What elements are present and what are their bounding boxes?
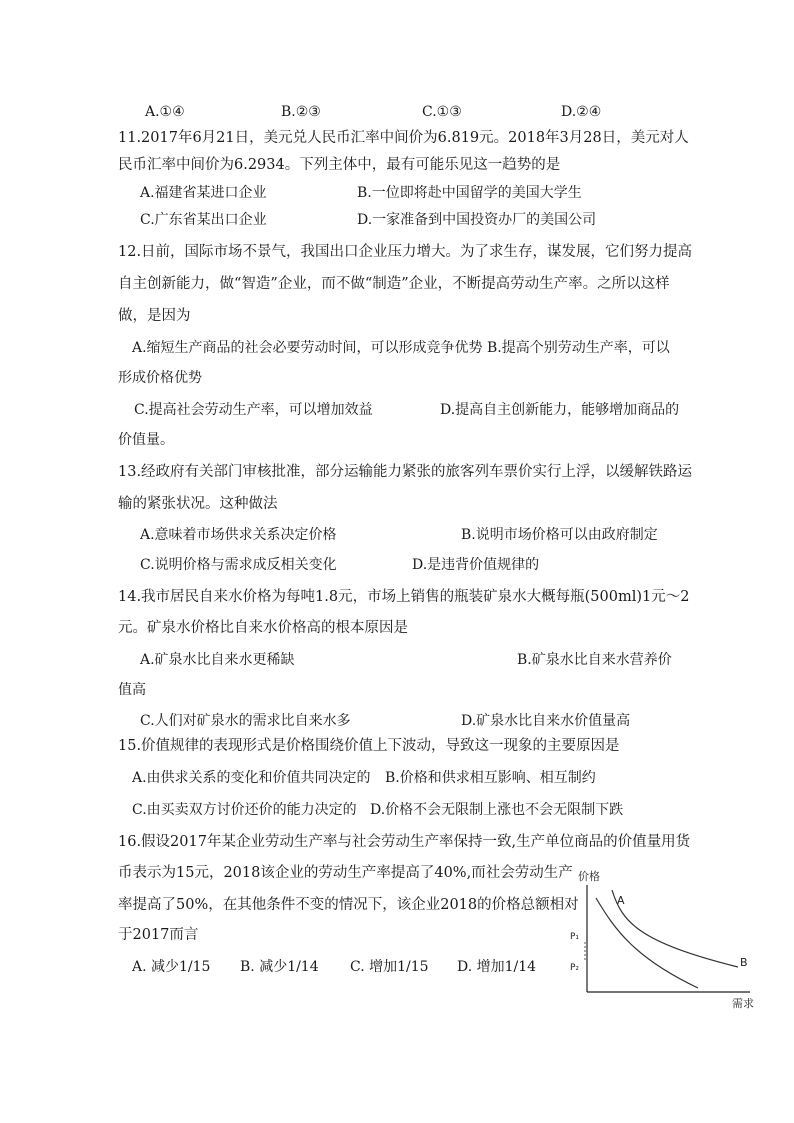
y-axis-label: 价格 <box>578 870 600 883</box>
q12-option-c[interactable]: C.提高社会劳动生产率，可以增加效益 <box>134 402 373 418</box>
q14-option-a[interactable]: A.矿泉水比自来水更稀缺 <box>140 652 295 668</box>
x-axis-label: 需求 <box>732 997 754 1010</box>
q16-option-d[interactable]: D. 增加1/14 <box>457 959 537 975</box>
q16-option-c[interactable]: C. 增加1/15 <box>350 959 429 975</box>
curve-b-label: B <box>740 956 748 969</box>
q16-stem-line-4: 于2017而言 <box>118 927 199 943</box>
q15-option-b[interactable]: B.价格和供求相互影响、相互制约 <box>385 770 596 786</box>
q14-stem-line-2: 元。矿泉水价格比自来水价格高的根本原因是 <box>118 620 408 636</box>
q12-option-d[interactable]: D.提高自主创新能力，能够增加商品的 <box>440 402 680 418</box>
q15-stem-line-1: 15.价值规律的表现形式是价格围绕价值上下波动，导致这一现象的主要原因是 <box>118 738 620 754</box>
q11-option-a[interactable]: A.福建省某进口企业 <box>140 185 267 201</box>
q12-stem-line-3: 做，是因为 <box>118 308 191 324</box>
q11-option-c[interactable]: C.广东省某出口企业 <box>140 212 267 228</box>
q13-stem-line-2: 输的紧张状况。这种做法 <box>118 496 278 512</box>
q16-stem-line-1: 16.假设2017年某企业劳动生产率与社会劳动生产率保持一致,生产单位商品的价值量用货 <box>118 834 691 850</box>
q13-option-a[interactable]: A.意味着市场供求关系决定价格 <box>140 527 337 543</box>
p2-label: P₂ <box>570 963 580 973</box>
price-demand-figure <box>560 860 770 1015</box>
q13-option-b[interactable]: B.说明市场价格可以由政府制定 <box>461 527 658 543</box>
q14-option-b-cont: 值高 <box>118 682 146 698</box>
q15-option-a[interactable]: A.由供求关系的变化和价值共同决定的 <box>132 770 371 786</box>
q10-option-a[interactable]: A.①④ <box>145 104 185 120</box>
q11-option-d[interactable]: D.一家准备到中国投资办厂的美国公司 <box>357 212 597 228</box>
curve-a <box>596 898 698 988</box>
q16-stem-line-3: 率提高了50%，在其他条件不变的情况下，该企业2018的价格总额相对 <box>118 897 579 913</box>
q10-option-c[interactable]: C.①③ <box>422 104 462 120</box>
q16-option-a[interactable]: A. 减少1/15 <box>132 959 211 975</box>
q12-stem-line-2: 自主创新能力，做“智造”企业，而不做“制造”企业，不断提高劳动生产率。之所以这样 <box>118 276 670 292</box>
q15-option-d[interactable]: D.价格不会无限制上涨也不会无限制下跌 <box>370 802 624 818</box>
q13-stem-line-1: 13.经政府有关部门审核批准，部分运输能力紧张的旅客列车票价实行上浮，以缓解铁路运 <box>118 464 693 480</box>
q11-stem-line-1: 11.2017年6月21日，美元兑人民币汇率中间价为6.819元。2018年3月28日，美元对人 <box>118 130 689 146</box>
q14-option-c[interactable]: C.人们对矿泉水的需求比自来水多 <box>140 713 351 729</box>
q16-option-b[interactable]: B. 减少1/14 <box>240 959 319 975</box>
q15-option-c[interactable]: C.由买卖双方讨价还价的能力决定的 <box>132 802 357 818</box>
q12-option-b-cont: 形成价格优势 <box>118 370 202 386</box>
curve-a-label: A <box>617 894 625 907</box>
p1-label: P₁ <box>570 932 580 942</box>
q12-stem-line-1: 12.日前，国际市场不景气，我国出口企业压力增大。为了求生存，谋发展，它们努力提高 <box>118 244 693 260</box>
q14-option-b[interactable]: B.矿泉水比自来水营养价 <box>517 652 672 668</box>
q13-option-d[interactable]: D.是违背价值规律的 <box>412 557 540 573</box>
curve-b <box>612 890 738 967</box>
q12-option-b[interactable]: B.提高个别劳动生产率，可以 <box>487 340 670 356</box>
q12-option-d-cont: 价值量。 <box>118 432 174 448</box>
q14-stem-line-1: 14.我市居民自来水价格为每吨1.8元，市场上销售的瓶装矿泉水大概每瓶(500ml)1元～2 <box>118 589 690 605</box>
q10-option-b[interactable]: B.②③ <box>281 104 321 120</box>
q11-stem-line-2: 民币汇率中间价为6.2934。下列主体中，最有可能乐见这一趋势的是 <box>118 157 561 173</box>
q14-option-d[interactable]: D.矿泉水比自来水价值量高 <box>461 713 631 729</box>
q10-option-d[interactable]: D.②④ <box>561 104 602 120</box>
q16-stem-line-2: 币表示为15元，2018该企业的劳动生产率提高了40%,而社会劳动生产 <box>118 865 573 881</box>
q12-option-a[interactable]: A.缩短生产商品的社会必要劳动时间，可以形成竞争优势 <box>132 340 483 356</box>
q11-option-b[interactable]: B.一位即将赴中国留学的美国大学生 <box>357 185 582 201</box>
q13-option-c[interactable]: C.说明价格与需求成反相关变化 <box>140 557 337 573</box>
